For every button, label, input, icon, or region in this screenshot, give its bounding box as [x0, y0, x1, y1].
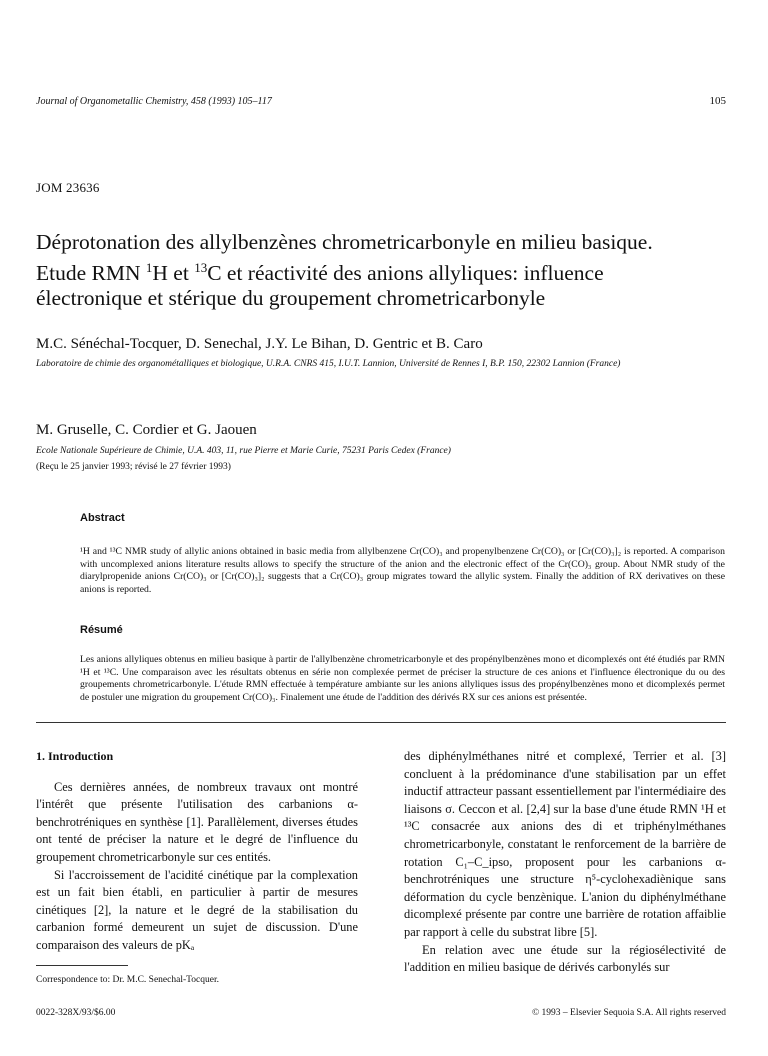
title-text-b: H et [152, 261, 195, 286]
footnote-rule [36, 965, 128, 966]
title-line-3: électronique et stérique du groupement chrometricarbonyle [36, 286, 546, 311]
article-title [36, 230, 736, 311]
abstract-heading: Abstract [80, 512, 125, 524]
title-sup-13: 13 [194, 260, 208, 275]
title-sup-1: 1 [145, 260, 153, 275]
affiliation-1: Laboratoire de chimie des organométalliques et biologique, U.R.A. CNRS 415, I.U.T. Lannion, Université de Rennes I, B.P. 150, 22302 Lannion (France) [36, 359, 621, 369]
title-line-1: Déprotonation des allylbenzènes chrometricarbonyle en milieu basique. [36, 230, 653, 254]
intro-paragraph-3: des diphénylméthanes nitré et complexé, Terrier et al. [3] concluent à la prédominance d'une stabilisation par un effet inductif attracteur passant essentiellement par l'intermédiaire des liaisons σ. Ceccon et al. [2,4] sur la base d'une étude RMN ¹H et ¹³C consacrée aux anions des di et triphénylméthanes chrometricarbonyle, constatant le renforcement de la barrière de rotation C₁–C_ipso, proposent pour les carbanions α-benchrotréniques une structure η⁵-cyclohexadiènique sans déformation du cycle benzènique. L'anion du diphénylméthane dicomplexé présente par contre une barrière de rotation affaiblie par rapport à celle du substrat libre [5]. [404, 749, 726, 939]
body-column-right [404, 748, 726, 977]
copyright-notice: © 1993 – Elsevier Sequoia S.A. All rights reserved [531, 1008, 726, 1018]
correspondence-footnote: Correspondence to: Dr. M.C. Senechal-Tocquer. [36, 975, 219, 985]
title-line-2 [36, 255, 736, 286]
resume-heading: Résumé [80, 624, 123, 636]
intro-paragraph-1: Ces dernières années, de nombreux travaux ont montré l'intérêt que présente l'utilisation des carbanions α-benchrotréniques en synthèse [1]. Parallèlement, diverses études ont tenté de préciser la nature et le degré de l'influence du groupement chrometricarbonyle sur ces entités. [36, 779, 358, 864]
article-code: JOM 23636 [36, 180, 100, 195]
page-number: 105 [709, 95, 726, 107]
affiliation-2: Ecole Nationale Supérieure de Chimie, U.A. 403, 11, rue Pierre et Marie Curie, 75231 Paris Cedex (France) [36, 446, 451, 456]
body-column-left [36, 748, 358, 955]
intro-paragraph-2: Si l'accroissement de l'acidité cinétique par la complexation est un fait bien établi, en particulier à partir de mesures cinétiques [2], la nature et le degré de la stabilisation du carbanion formé demeurent un sujet de discussion. D'une comparaison des valeurs de pKₐ [36, 867, 358, 952]
introduction-heading: 1. Introduction [36, 749, 114, 763]
title-text-c: C et réactivité des anions allyliques: influence [207, 261, 604, 286]
received-dates: (Reçu le 25 janvier 1993; révisé le 27 février 1993) [36, 462, 231, 472]
title-text-a: Etude RMN [36, 261, 146, 286]
intro-paragraph-4: En relation avec une étude sur la régiosélectivité de l'addition en milieu basique de dérivés carbonylés sur [404, 942, 726, 975]
journal-citation: Journal of Organometallic Chemistry, 458 (1993) 105–117 [36, 96, 272, 107]
authors-group-2: M. Gruselle, C. Cordier et G. Jaouen [36, 422, 257, 438]
abstract-text: ¹H and ¹³C NMR study of allylic anions obtained in basic media from allylbenzene Cr(CO)₃ and propenylbenzene Cr(CO)₃ or [Cr(CO)₃]₂ is reported. A comparison with uncomplexed anions literature results allows to specify the structure of the anion and the electronic effect of the Cr(CO)₃ group. About NMR study of the diarylpropenide anions Cr(CO)₃ or [Cr(CO)₃]₂ suggests that a Cr(CO)₃ group migrates toward the allylic system. Finally the addition of RX derivatives on these anions is reported. [80, 546, 725, 595]
section-divider [36, 722, 726, 723]
resume-text: Les anions allyliques obtenus en milieu basique à partir de l'allylbenzène chrometricarbonyle et des propénylbenzènes mono et dicomplexés ont été étudiés par RMN ¹H et ¹³C. Une comparaison avec les résultats obtenus en série non complexée permet de préciser la structure de ces anions et l'influence électronique du ou des groupements chrometricarbonyle. L'étude RMN effectuée à température ambiante sur les anions allyliques issus des propénylbenzènes mono et dicomplexés permet de postuler une migration du groupement Cr(CO)₃. Finalement une étude de l'addition des dérivés RX sur ces anions est présentée. [80, 654, 725, 703]
authors-group-1: M.C. Sénéchal-Tocquer, D. Senechal, J.Y. Le Bihan, D. Gentric et B. Caro [36, 336, 483, 352]
issn-code: 0022-328X/93/$6.00 [36, 1008, 116, 1018]
